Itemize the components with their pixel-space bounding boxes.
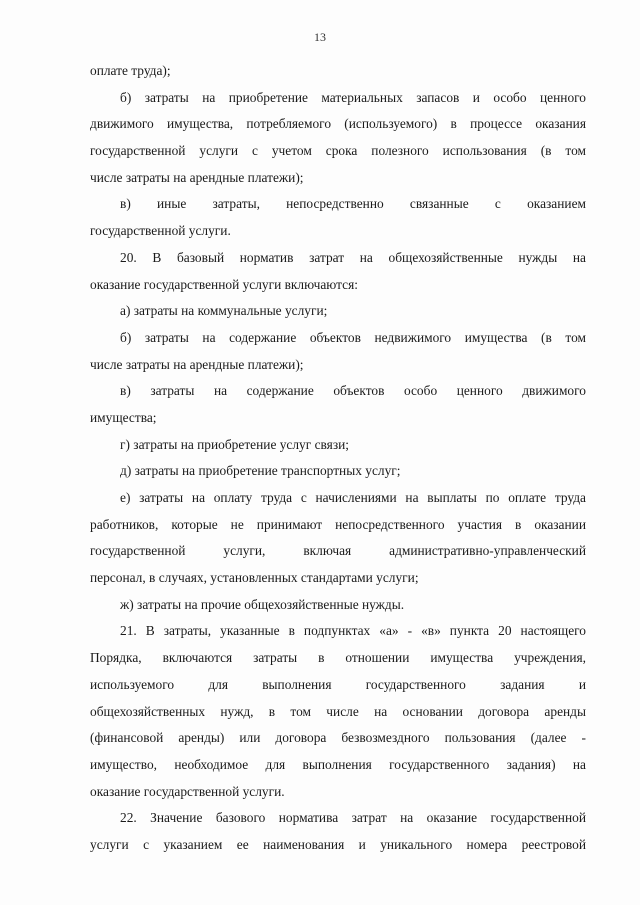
text-line: а) затраты на коммунальные услуги; — [120, 303, 328, 319]
text-line: оплате труда); — [90, 63, 171, 78]
text-line: используемого для выполнения государственного задания и — [90, 676, 586, 692]
text-line: персонал, в случаях, установленных стандартами услуги; — [90, 570, 419, 586]
text-line: д) затраты на приобретение транспортных услуг; — [120, 463, 401, 479]
text-line: 20. В базовый норматив затрат на общехозяйственные нужды на — [120, 249, 586, 265]
text-line: государственной услуги с учетом срока полезного использования (в том — [90, 143, 586, 159]
text-line: имущество, необходимое для выполнения государственного задания) на — [90, 756, 586, 772]
text-line: Порядка, включаются затраты в отношении имущества учреждения, — [90, 650, 586, 666]
text-line: услуги с указанием ее наименования и уникального номера реестровой — [90, 836, 586, 852]
text-line: г) затраты на приобретение услуг связи; — [120, 436, 350, 452]
text-line: имущества; — [90, 409, 157, 425]
text-line: оказание государственной услуги включаются: — [90, 276, 358, 292]
text-line: б) затраты на приобретение материальных запасов и особо ценного — [120, 89, 586, 105]
text-line: е) затраты на оплату труда с начислениями на выплаты по оплате труда — [120, 490, 586, 505]
text-line: 21. В затраты, указанные в подпунктах «а» - «в» пункта 20 настоящего — [120, 623, 586, 639]
page-number: 13 — [314, 30, 326, 44]
text-line: ж) затраты на прочие общехозяйственные нужды. — [120, 596, 405, 612]
text-line: 22. Значение базового норматива затрат на оказание государственной — [120, 810, 586, 826]
text-line: общехозяйственных нужд, в том числе на основании договора аренды — [90, 703, 586, 719]
text-line: в) иные затраты, непосредственно связанные с оказанием — [120, 196, 586, 212]
text-line: числе затраты на арендные платежи); — [90, 169, 304, 185]
text-line: работников, которые не принимают непосредственного участия в оказании — [90, 516, 586, 532]
text-line: (финансовой аренды) или договора безвозмездного пользования (далее - — [90, 730, 586, 746]
text-line: в) затраты на содержание объектов особо ценного движимого — [120, 383, 586, 399]
text-line: б) затраты на содержание объектов недвижимого имущества (в том — [120, 329, 586, 345]
text-line: числе затраты на арендные платежи); — [90, 356, 304, 372]
text-line: государственной услуги. — [90, 223, 231, 239]
text-line: движимого имущества, потребляемого (используемого) в процессе оказания — [90, 116, 586, 132]
text-line: оказание государственной услуги. — [90, 783, 285, 799]
text-line: государственной услуги, включая административно-управленческий — [90, 543, 586, 559]
document-body — [90, 58, 586, 859]
